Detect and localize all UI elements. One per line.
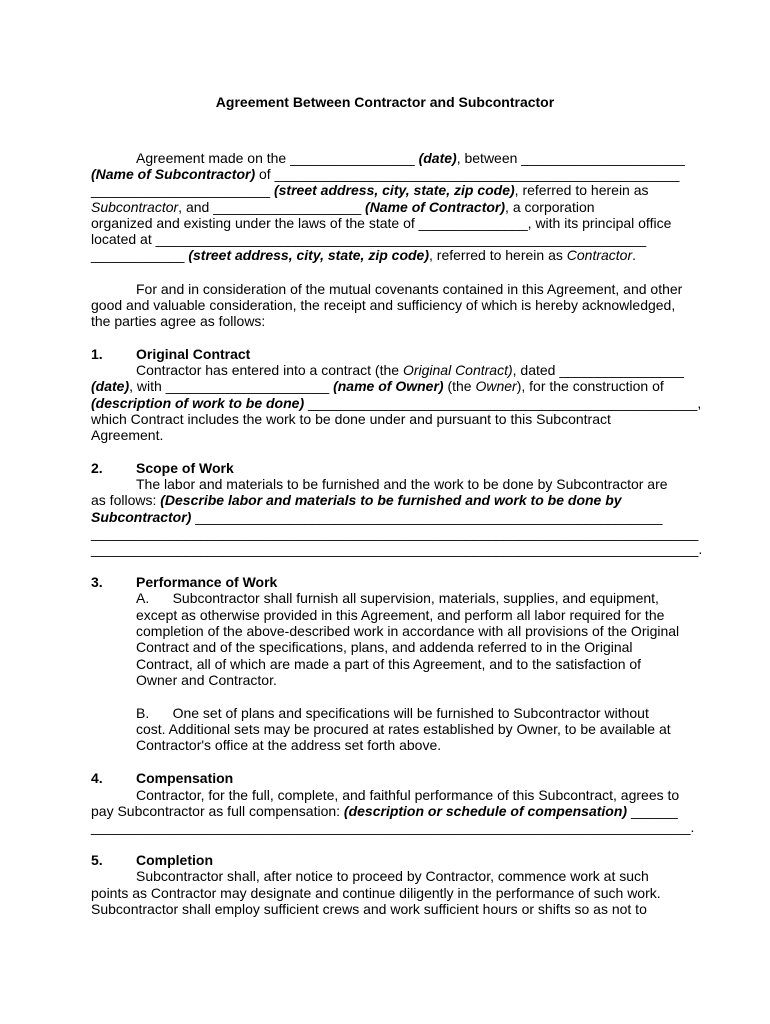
section-2-line-3: Subcontractor) ____________________________________________________________: [91, 509, 663, 525]
section-3-a-line-6: Owner and Contractor.: [136, 672, 277, 688]
section-4-line-2: pay Subcontractor as full compensation: (description or schedule of compensation) ______: [91, 803, 678, 819]
section-5-line-2: points as Contractor may designate and continue diligently in the performance of such work.: [91, 885, 661, 901]
section-5-line-3: Subcontractor shall employ sufficient crews and work sufficient hours or shifts so as not to: [91, 901, 647, 917]
section-2-line-5: ______________________________________________________________________________.: [91, 541, 703, 557]
section-1-line-4: which Contract includes the work to be done under and pursuant to this Subcontract: [91, 411, 611, 427]
section-3-heading: Performance of Work: [136, 574, 278, 590]
document-title: Agreement Between Contractor and Subcontractor: [215, 94, 555, 110]
intro-line-3: _______________________ (street address, city, state, zip code), referred to herein as: [91, 182, 649, 198]
intro-line-1: Agreement made on the ________________ (date), between _____________________: [136, 150, 685, 166]
section-3-b-line-2: cost. Additional sets may be procured at rates established by Owner, to be available at: [136, 721, 671, 737]
section-5-line-1: Subcontractor shall, after notice to proceed by Contractor, commence work at such: [136, 868, 649, 884]
section-4-line-3: _____________________________________________________________________________.: [91, 819, 695, 835]
section-2-line-1: The labor and materials to be furnished and the work to be done by Subcontractor are: [136, 476, 668, 492]
consideration-line-2: good and valuable consideration, the receipt and sufficiency of which is hereby acknowledged,: [91, 297, 676, 313]
section-4-line-1: Contractor, for the full, complete, and faithful performance of this Subcontract, agrees to: [136, 787, 680, 803]
section-1-line-3: (description of work to be done) __________________________________________________,: [91, 395, 702, 411]
section-2-heading: Scope of Work: [136, 460, 234, 476]
section-3-a-line-5: Contract, all of which are made a part of this Agreement, and to the satisfaction of: [136, 656, 642, 672]
section-3-a-line-1: A. Subcontractor shall furnish all supervision, materials, supplies, and equipment,: [136, 590, 659, 606]
section-1-number: 1.: [91, 346, 103, 362]
section-5-heading: Completion: [136, 852, 213, 868]
section-1-heading: Original Contract: [136, 346, 251, 362]
section-3-a-line-3: completion of the above-described work in accordance with all provisions of the Original: [136, 623, 680, 639]
section-4-number: 4.: [91, 770, 103, 786]
intro-line-7: ____________ (street address, city, state, zip code), referred to herein as Contractor.: [91, 247, 637, 263]
section-3-number: 3.: [91, 574, 103, 590]
section-3-a-line-2: except as otherwise provided in this Agreement, and perform all labor required for the: [136, 607, 665, 623]
section-3-b-line-1: B. One set of plans and specifications will be furnished to Subcontractor without: [136, 705, 649, 721]
section-2-line-4: ______________________________________________________________________________: [91, 525, 699, 541]
section-1-line-1: Contractor has entered into a contract (the Original Contract), dated ________________: [136, 362, 684, 378]
consideration-line-3: the parties agree as follows:: [91, 313, 266, 329]
section-3-a-line-4: Contract and of the specifications, plans, and addenda referred to in the Original: [136, 639, 633, 655]
section-4-heading: Compensation: [136, 770, 234, 786]
section-5-number: 5.: [91, 852, 103, 868]
intro-line-2: (Name of Subcontractor) of ____________________________________________________: [91, 166, 680, 182]
section-1-line-5: Agreement.: [91, 427, 164, 443]
section-2-number: 2.: [91, 460, 103, 476]
intro-line-5: organized and existing under the laws of the state of ______________, with its principal office: [91, 215, 672, 231]
section-1-line-2: (date), with _____________________ (name of Owner) (the Owner), for the construction of: [91, 378, 664, 394]
intro-line-6: located at _______________________________________________________________: [91, 231, 647, 247]
section-2-line-2: as follows: (Describe labor and materials to be furnished and work to be done by: [91, 492, 622, 508]
section-3-b-line-3: Contractor's office at the address set forth above.: [136, 737, 442, 753]
intro-line-4: Subcontractor, and ___________________ (Name of Contractor), a corporation: [91, 199, 595, 215]
consideration-line-1: For and in consideration of the mutual covenants contained in this Agreement, and other: [136, 281, 683, 297]
